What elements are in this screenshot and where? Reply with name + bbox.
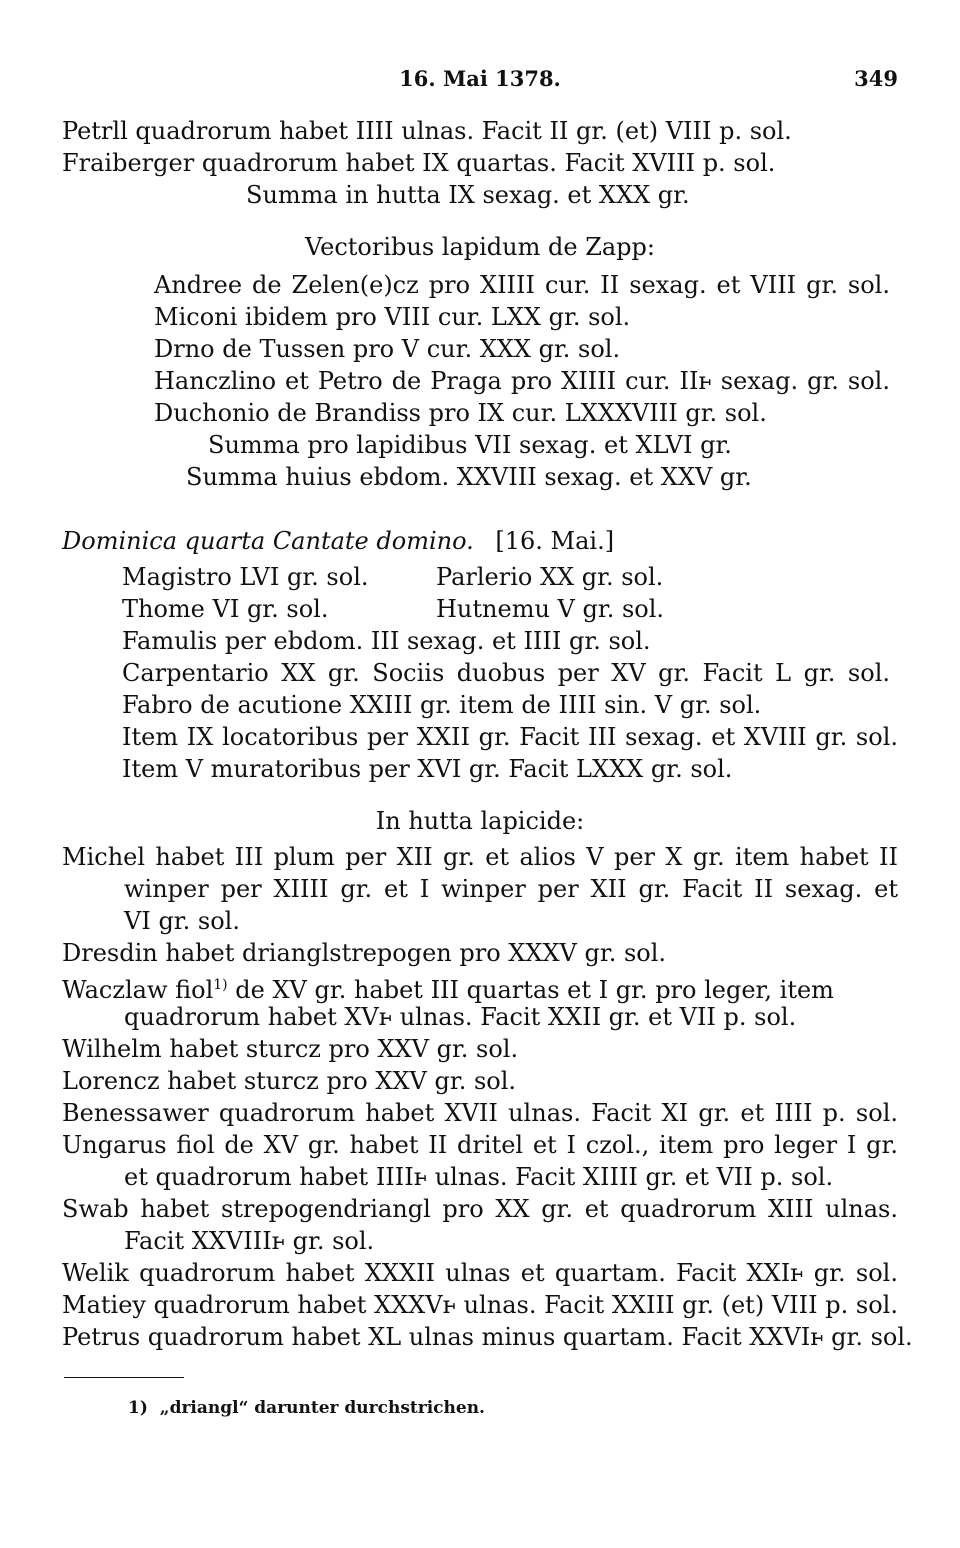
entry-hutnemu: Hutnemu V gr. sol. bbox=[436, 595, 665, 623]
entry-swab-line2: Facit XXVIIIⱶ gr. sol. bbox=[124, 1227, 375, 1255]
footnote-text: „driangl“ darunter durchstrichen. bbox=[159, 1398, 485, 1418]
entry-ungarus-line2: et quadrorum habet IIIIⱶ ulnas. Facit XIIII gr. et VII p. sol. bbox=[124, 1163, 834, 1191]
entry-waczlaw-line1 bbox=[62, 970, 834, 1005]
section-heading-dominica bbox=[62, 526, 614, 556]
entry-locatoribus: Item IX locatoribus per XXII gr. Facit III sexag. et XVIII gr. sol. bbox=[122, 723, 898, 751]
dominica-title: Dominica quarta Cantate domino. bbox=[62, 527, 474, 555]
entry-andree: Andree de Zelen(e)cz pro XIIII cur. II sexag. et VIII gr. sol. bbox=[154, 271, 890, 299]
entry-michel-line2: winper per XIIII gr. et I winper per XII gr. Facit II sexag. et bbox=[124, 875, 898, 903]
entry-ungarus-line1: Ungarus fiol de XV gr. habet II dritel et I czol., item pro leger I gr. bbox=[62, 1131, 898, 1159]
footnote bbox=[128, 1398, 485, 1418]
waczlaw-name: Waczlaw fiol bbox=[62, 976, 214, 1004]
running-header-date: 16. Mai 1378. bbox=[399, 66, 561, 91]
entry-fabro: Fabro de acutione XXIII gr. item de IIII sin. V gr. sol. bbox=[122, 691, 762, 719]
entry-duchonio: Duchonio de Brandiss pro IX cur. LXXXVIII gr. sol. bbox=[154, 399, 767, 427]
footnote-rule bbox=[64, 1377, 184, 1378]
entry-fraiberger: Fraiberger quadrorum habet IX quartas. Facit XVIII p. sol. bbox=[62, 149, 776, 177]
entry-drno: Drno de Tussen pro V cur. XXX gr. sol. bbox=[154, 335, 621, 363]
entry-hanczlino: Hanczlino et Petro de Praga pro XIIII cur. IIⱶ sexag. gr. sol. bbox=[154, 367, 890, 395]
entry-petrll: Petrll quadrorum habet IIII ulnas. Facit II gr. (et) VIII p. sol. bbox=[62, 117, 792, 145]
entry-carpentario: Carpentario XX gr. Sociis duobus per XV gr. Facit L gr. sol. bbox=[122, 659, 890, 687]
section-heading-vectoribus: Vectoribus lapidum de Zapp: bbox=[304, 233, 655, 261]
entry-michel-line1: Michel habet III plum per XII gr. et alios V per X gr. item habet II bbox=[62, 843, 898, 871]
section-heading-hutta: In hutta lapicide: bbox=[375, 807, 585, 835]
page-number: 349 bbox=[854, 66, 898, 91]
entry-magistro: Magistro LVI gr. sol. bbox=[122, 563, 369, 591]
footnote-reference: 1) bbox=[213, 977, 228, 993]
entry-benessawer: Benessawer quadrorum habet XVII ulnas. Facit XI gr. et IIII p. sol. bbox=[62, 1099, 898, 1127]
summa-lapidibus: Summa pro lapidibus VII sexag. et XLVI gr. bbox=[208, 431, 732, 459]
entry-petrus: Petrus quadrorum habet XL ulnas minus quartam. Facit XXVIⱶ gr. sol. bbox=[62, 1323, 913, 1351]
dominica-date: [16. Mai.] bbox=[495, 527, 615, 555]
entry-parlerio: Parlerio XX gr. sol. bbox=[436, 563, 664, 591]
footnote-mark: 1) bbox=[128, 1398, 148, 1418]
waczlaw-rest: de XV gr. habet III quartas et I gr. pro leger, item bbox=[227, 976, 834, 1004]
entry-thome: Thome VI gr. sol. bbox=[122, 595, 329, 623]
entry-muratoribus: Item V muratoribus per XVI gr. Facit LXXX gr. sol. bbox=[122, 755, 733, 783]
entry-welik: Welik quadrorum habet XXXII ulnas et quartam. Facit XXIⱶ gr. sol. bbox=[62, 1259, 898, 1287]
entry-famulis: Famulis per ebdom. III sexag. et IIII gr. sol. bbox=[122, 627, 651, 655]
entry-swab-line1: Swab habet strepogendriangl pro XX gr. et quadrorum XIII ulnas. bbox=[62, 1195, 898, 1223]
entry-matiey: Matiey quadrorum habet XXXVⱶ ulnas. Facit XXIII gr. (et) VIII p. sol. bbox=[62, 1291, 898, 1319]
entry-wilhelm: Wilhelm habet sturcz pro XXV gr. sol. bbox=[62, 1035, 519, 1063]
summa-ebdom: Summa huius ebdom. XXVIII sexag. et XXV gr. bbox=[186, 463, 752, 491]
entry-michel-line3: VI gr. sol. bbox=[124, 907, 240, 935]
entry-dresdin: Dresdin habet drianglstrepogen pro XXXV gr. sol. bbox=[62, 939, 667, 967]
entry-waczlaw-line2: quadrorum habet XVⱶ ulnas. Facit XXII gr. et VII p. sol. bbox=[124, 1003, 797, 1031]
entry-lorencz: Lorencz habet sturcz pro XXV gr. sol. bbox=[62, 1067, 517, 1095]
entry-miconi: Miconi ibidem pro VIII cur. LXX gr. sol. bbox=[154, 303, 631, 331]
summa-hutta: Summa in hutta IX sexag. et XXX gr. bbox=[246, 181, 690, 209]
